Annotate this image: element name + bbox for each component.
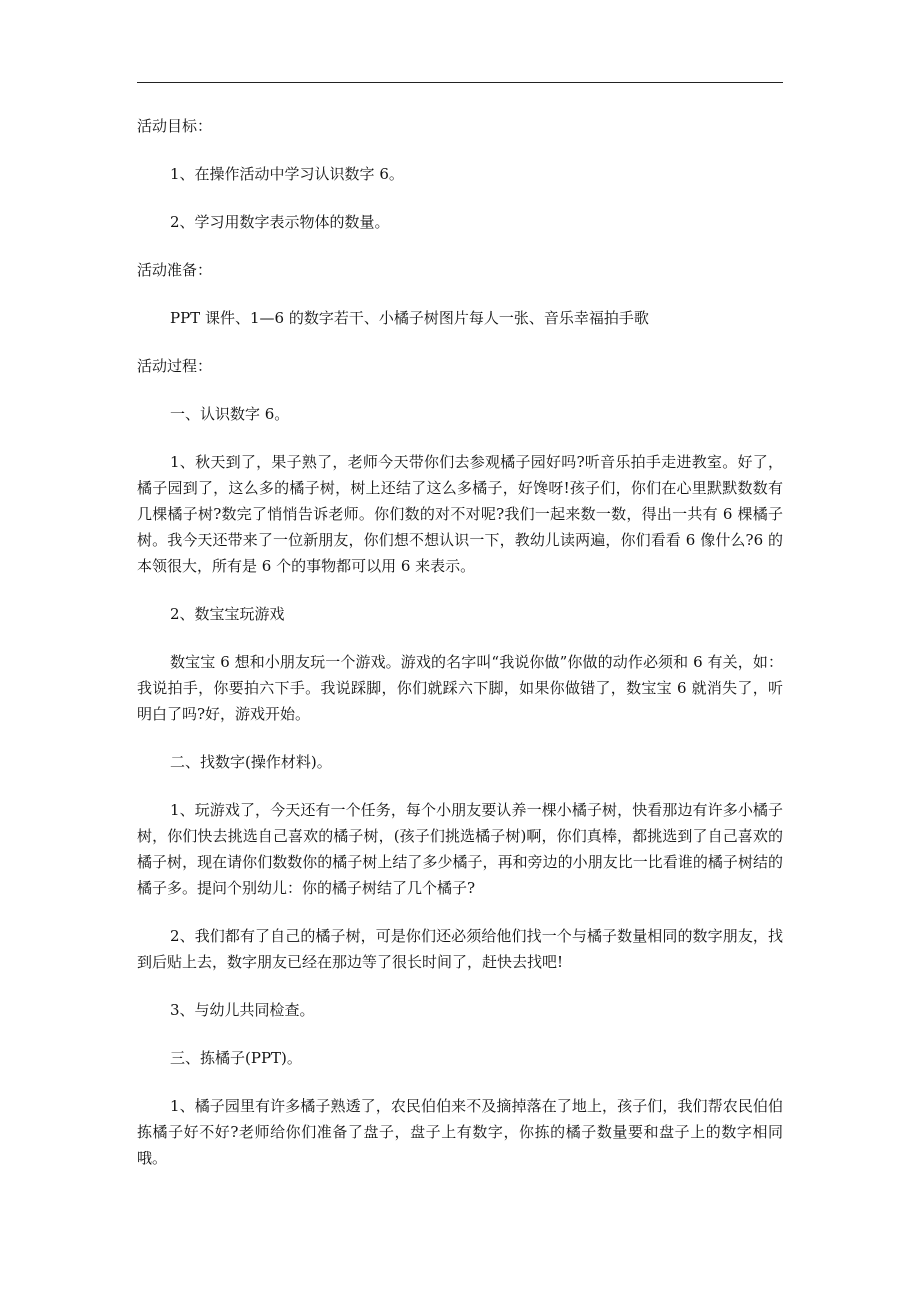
step-heading-3: 三、拣橘子(PPT)。 — [170, 1049, 302, 1067]
step-3-paragraph-1: 1、橘子园里有许多橘子熟透了，农民伯伯来不及摘掉落在了地上，孩子们，我们帮农民伯伯拣橘子好不好?老师给你们准备了盘子，盘子上有数字，你拣的橘子数量要和盘子上的数字相同哦。 — [137, 1097, 783, 1167]
step-1-paragraph-2: 2、数宝宝玩游戏 — [170, 605, 285, 623]
section-heading-goals: 活动目标： — [137, 117, 213, 135]
step-1-paragraph-1: 1、秋天到了，果子熟了，老师今天带你们去参观橘子园好吗?听音乐拍手走进教室。好了，橘子园到了，这么多的橘子树，树上还结了这么多橘子，好馋呀!孩子们，你们在心里默默数数有几棵橘子树?数完了悄悄告诉老师。你们数的对不对呢?我们一起来数一数，得出一共有 6 棵橘子树。我今天还带来了一位新朋友，你们想不想认识一下，教幼儿读两遍，你们看看 6 像什么?6 的本领很大，所有是 6 个的事物都可以用 6 来表示。 — [137, 453, 783, 575]
step-heading-2: 二、找数字(操作材料)。 — [170, 753, 332, 771]
step-1-paragraph-3: 数宝宝 6 想和小朋友玩一个游戏。游戏的名字叫“我说你做”你做的动作必须和 6 有关，如：我说拍手，你要拍六下手。我说踩脚，你们就踩六下脚，如果你做错了，数宝宝 6 就消失了，听明白了吗?好，游戏开始。 — [137, 653, 783, 723]
document-body — [137, 113, 783, 1193]
step-2-paragraph-2: 2、我们都有了自己的橘子树，可是你们还必须给他们找一个与橘子数量相同的数字朋友，找到后贴上去，数字朋友已经在那边等了很长时间了，赶快去找吧! — [137, 927, 783, 971]
section-heading-process: 活动过程： — [137, 357, 213, 375]
preparation-item: PPT 课件、1—6 的数字若干、小橘子树图片每人一张、音乐幸福拍手歌 — [170, 309, 649, 327]
section-heading-preparation: 活动准备： — [137, 261, 213, 279]
step-2-paragraph-3: 3、与幼儿共同检查。 — [170, 1001, 315, 1019]
step-heading-1: 一、认识数字 6。 — [170, 405, 290, 423]
goal-item-2: 2、学习用数字表示物体的数量。 — [170, 213, 390, 231]
goal-item-1: 1、在操作活动中学习认识数字 6。 — [170, 165, 404, 183]
header-rule — [137, 82, 783, 83]
step-2-paragraph-1: 1、玩游戏了，今天还有一个任务，每个小朋友要认养一棵小橘子树，快看那边有许多小橘子树，你们快去挑选自己喜欢的橘子树，(孩子们挑选橘子树)啊，你们真棒，都挑选到了自己喜欢的橘子树，现在请你们数数你的橘子树上结了多少橘子，再和旁边的小朋友比一比看谁的橘子树结的橘子多。提问个别幼儿：你的橘子树结了几个橘子? — [137, 801, 783, 897]
